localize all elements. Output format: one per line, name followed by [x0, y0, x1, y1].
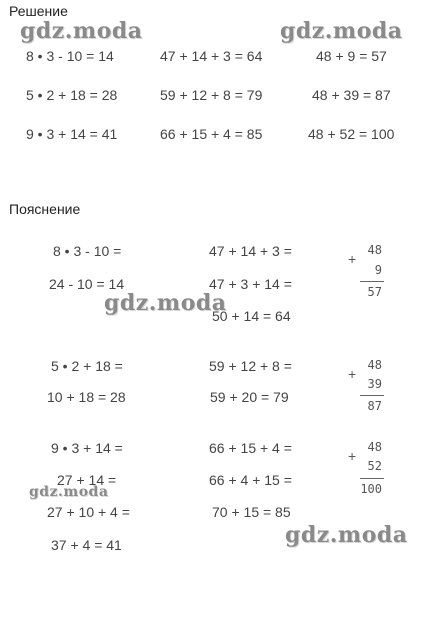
explanation-step: 10 + 18 = 28 — [47, 389, 126, 405]
column-addend: 52 — [367, 459, 382, 473]
watermark: gdz.moda — [280, 18, 403, 44]
column-addition — [348, 241, 388, 301]
column-divider — [360, 395, 384, 396]
column-addend: 48 — [367, 440, 382, 454]
explanation-step: 5 • 2 + 18 = — [51, 358, 123, 374]
explanation-heading: Пояснение — [9, 201, 81, 217]
explanation-step: 24 - 10 = 14 — [49, 276, 125, 292]
explanation-step: 27 + 14 = — [57, 472, 117, 488]
column-addend: 9 — [374, 263, 382, 277]
solution-expr: 8 • 3 - 10 = 14 — [26, 48, 114, 64]
column-addition — [348, 438, 388, 500]
explanation-step: 59 + 12 + 8 = — [209, 358, 292, 374]
explanation-step: 8 • 3 - 10 = — [53, 243, 122, 259]
solution-expr: 47 + 14 + 3 = 64 — [160, 48, 263, 64]
watermark: gdz.moda — [20, 18, 143, 44]
watermark: gdz.moda — [29, 484, 109, 500]
column-addend: 48 — [367, 243, 382, 257]
explanation-step: 9 • 3 + 14 = — [51, 440, 123, 456]
solution-expr: 48 + 52 = 100 — [308, 126, 395, 142]
solution-expr: 48 + 9 = 57 — [316, 48, 387, 64]
column-divider — [360, 281, 384, 282]
explanation-step: 37 + 4 = 41 — [51, 537, 122, 553]
solution-expr: 5 • 2 + 18 = 28 — [26, 87, 118, 103]
solution-expr: 48 + 39 = 87 — [312, 87, 391, 103]
explanation-step: 47 + 3 + 14 = — [209, 276, 292, 292]
column-addend: 48 — [367, 358, 382, 372]
column-divider — [360, 478, 384, 479]
solution-heading: Решение — [9, 3, 68, 19]
column-sum: 57 — [367, 285, 382, 299]
column-addition — [348, 356, 388, 416]
explanation-step: 59 + 20 = 79 — [210, 389, 289, 405]
explanation-step: 50 + 14 = 64 — [212, 308, 291, 324]
column-addend: 39 — [367, 377, 382, 391]
explanation-step: 66 + 15 + 4 = — [209, 440, 292, 456]
solution-expr: 59 + 12 + 8 = 79 — [160, 87, 263, 103]
solution-expr: 9 • 3 + 14 = 41 — [26, 126, 118, 142]
watermark: gdz.moda — [285, 522, 408, 548]
explanation-step: 47 + 14 + 3 = — [209, 243, 292, 259]
plus-sign: + — [348, 366, 357, 382]
column-sum: 100 — [360, 482, 382, 496]
explanation-step: 66 + 4 + 15 = — [209, 472, 292, 488]
plus-sign: + — [348, 448, 357, 464]
column-sum: 87 — [367, 399, 382, 413]
explanation-step: 70 + 15 = 85 — [212, 504, 291, 520]
plus-sign: + — [348, 251, 357, 267]
watermark: gdz.moda — [104, 290, 227, 316]
solution-expr: 66 + 15 + 4 = 85 — [160, 126, 263, 142]
explanation-step: 27 + 10 + 4 = — [47, 504, 130, 520]
